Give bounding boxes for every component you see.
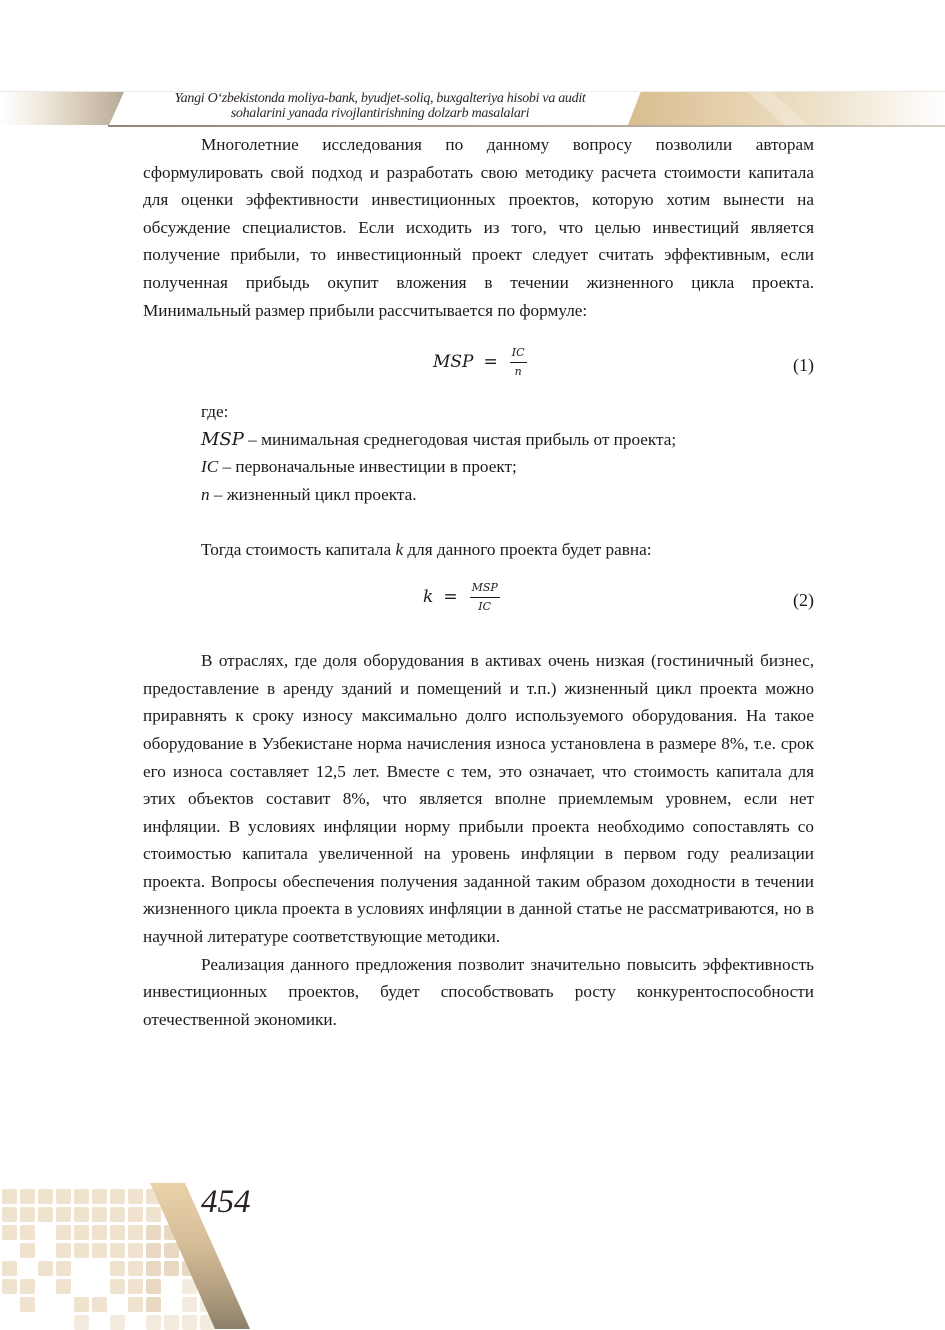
definition-n-symbol: n — [201, 484, 210, 504]
definition-n — [201, 481, 814, 509]
tile — [56, 1207, 71, 1222]
tile — [92, 1225, 107, 1240]
tile — [56, 1261, 71, 1276]
formula-2-denominator: IC — [478, 600, 492, 614]
tile — [2, 1189, 17, 1204]
formula-1-numerator: IC — [510, 346, 527, 363]
header-underline — [108, 125, 945, 127]
tile — [2, 1225, 17, 1240]
definitions-block — [143, 398, 814, 508]
page-number: 454 — [201, 1184, 251, 1220]
tile — [74, 1243, 89, 1258]
tile — [146, 1297, 161, 1312]
tile — [146, 1315, 161, 1330]
tile — [128, 1297, 143, 1312]
formula-2 — [143, 571, 814, 633]
tile — [74, 1207, 89, 1222]
tile — [92, 1207, 107, 1222]
definition-msp-symbol: MSP — [201, 428, 244, 450]
running-header — [0, 88, 945, 128]
tile — [128, 1189, 143, 1204]
tile — [110, 1189, 125, 1204]
formula-2-equals: = — [443, 586, 458, 607]
tile — [110, 1225, 125, 1240]
definition-msp — [201, 426, 814, 454]
definition-ic — [201, 453, 814, 481]
tile — [20, 1243, 35, 1258]
paragraph-methodology: Многолетние исследования по данному вопросу позволили авторам сформулировать свой подход и разработать свою методику расчета стоимости капитала для оценки эффективности инвестиционных проектов, которую хотим вынести на обсуждение специалистов. Если исходить из того, что целью инвестиций является получение прибыли, то инвестиционный проект следует считать эффективным, если полученная прибыдь окупит вложения в течении жизненного цикла проекта. Минимальный размер прибыли рассчитывается по формуле: — [143, 135, 814, 320]
tile — [38, 1207, 53, 1222]
formula-2-expression — [423, 581, 500, 614]
formula-2-lhs: k — [423, 586, 434, 607]
formula-1-lhs: MSP — [433, 351, 474, 372]
tile — [92, 1297, 107, 1312]
tile — [128, 1225, 143, 1240]
tile — [164, 1315, 179, 1330]
tile — [182, 1297, 197, 1312]
tile — [74, 1315, 89, 1330]
journal-title-line1: Yangi O‘zbekistonda moliya-bank, byudjet-soliq, buxgalteriya hisobi va audit — [174, 91, 586, 106]
tile — [20, 1225, 35, 1240]
tile — [38, 1189, 53, 1204]
formula-1-expression — [433, 346, 527, 379]
tile — [146, 1207, 161, 1222]
paragraph-industries: В отраслях, где доля оборудования в активах очень низкая (гостиничный бизнес, предоставление в аренду зданий и помещений и т.п.) жизненный цикл проекта можно приравнять к сроку износу максимально долго используемого оборудования. На такое оборудование в Узбекистане норма начисления износа установлена в размере 8%, т.е. срок его износа составляет 12,5 лет. Вместе с тем, это означает, что стоимость капитала для этих объектов составит 8%, что является вполне приемлемым уровнем, если нет инфляции. В условиях инфляции норму прибыли проекта необходимо сопоставлять со стоимостью капитала увеличенной на уровень инфляции в первом году реализации проекта. Вопросы обеспечения получения заданной таким образом доходности в течении жизненного цикла проекта в условиях инфляции в данной статье не рассматриваются, но в научной литературе соответствующие методики. — [143, 651, 814, 947]
paragraph-conclusion: Реализация данного предложения позволит значительно повысить эффективность инвестиционных проектов, будет способствовать росту конкурентоспособности отечественной экономики. — [143, 954, 814, 1029]
tile — [182, 1315, 197, 1330]
tile — [56, 1279, 71, 1294]
definition-ic-text: – первоначальные инвестиции в проект; — [218, 457, 517, 477]
tile — [146, 1279, 161, 1294]
tile — [2, 1261, 17, 1276]
page-body — [143, 131, 814, 1033]
tile — [164, 1243, 179, 1258]
paragraph-capital-cost-pre: Тогда стоимость капитала — [201, 539, 396, 559]
tile — [92, 1243, 107, 1258]
journal-title-line2: sohalarini yanada rivojlantirishning dolzarb masalalari — [230, 106, 530, 121]
tile — [110, 1207, 125, 1222]
tile — [92, 1189, 107, 1204]
paragraph-capital-cost-post: для данного проекта будет равна: — [403, 539, 652, 559]
tile — [20, 1207, 35, 1222]
tile — [56, 1243, 71, 1258]
formula-1-number: (1) — [793, 355, 814, 376]
formula-2-numerator: MSP — [470, 581, 500, 598]
tile — [146, 1243, 161, 1258]
formula-1-fraction — [510, 346, 527, 379]
tile — [128, 1261, 143, 1276]
formula-1-denominator: n — [514, 365, 522, 379]
tile — [56, 1189, 71, 1204]
definition-msp-text: – минимальная среднегодовая чистая прибыль от проекта; — [243, 429, 677, 449]
tile — [74, 1297, 89, 1312]
tile — [56, 1225, 71, 1240]
tile — [128, 1243, 143, 1258]
where-label: где: — [201, 402, 229, 422]
tile — [74, 1189, 89, 1204]
formula-1 — [143, 338, 814, 398]
tile — [38, 1261, 53, 1276]
definition-n-text: – жизненный цикл проекта. — [209, 484, 417, 504]
tile — [146, 1225, 161, 1240]
tile — [128, 1207, 143, 1222]
header-right-decoration — [628, 92, 945, 125]
tile — [20, 1297, 35, 1312]
tile — [110, 1279, 125, 1294]
tile — [2, 1207, 17, 1222]
header-left-decoration — [0, 92, 124, 125]
variable-k: k — [395, 539, 404, 559]
tile — [110, 1315, 125, 1330]
tile — [20, 1279, 35, 1294]
formula-1-equals: = — [483, 351, 498, 372]
tile — [146, 1261, 161, 1276]
tile — [2, 1279, 17, 1294]
formula-2-fraction — [470, 581, 500, 614]
tile — [74, 1225, 89, 1240]
tile — [164, 1261, 179, 1276]
tile — [110, 1261, 125, 1276]
tile — [128, 1279, 143, 1294]
paragraph-capital-cost-intro — [143, 536, 814, 564]
formula-2-number: (2) — [793, 590, 814, 611]
definition-ic-symbol: IC — [201, 457, 219, 477]
journal-title — [130, 91, 630, 121]
tile — [20, 1189, 35, 1204]
tile — [110, 1243, 125, 1258]
